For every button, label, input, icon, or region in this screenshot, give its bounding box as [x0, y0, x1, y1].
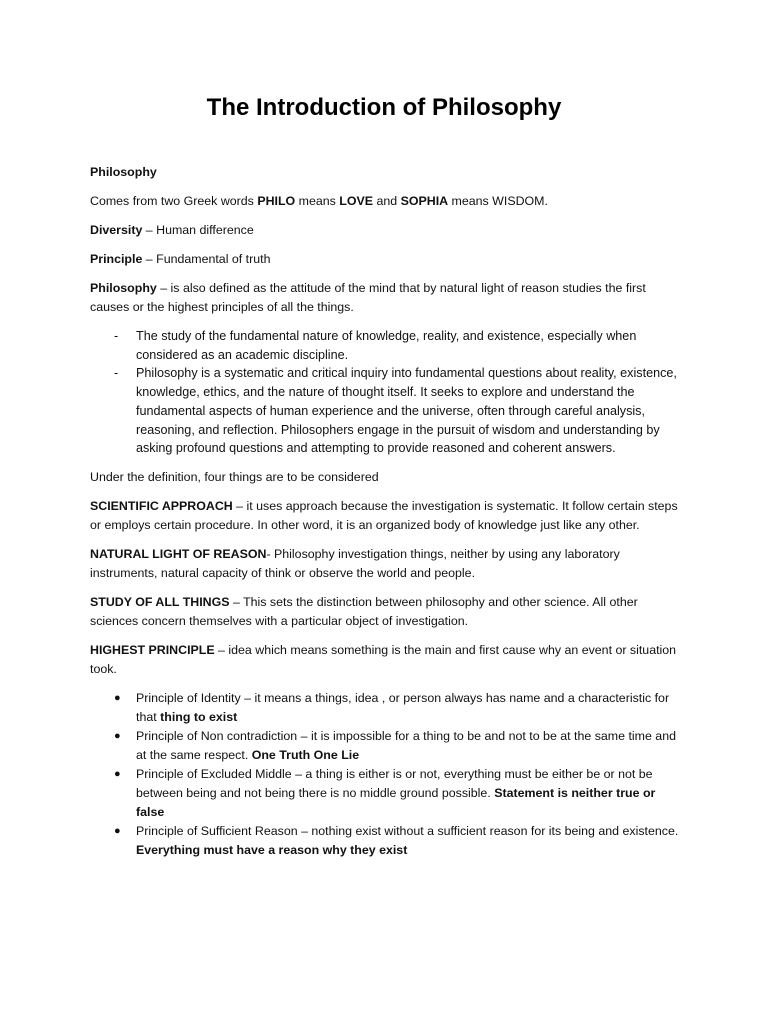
principle-term: Principle: [90, 252, 143, 266]
origin-text-4: means WISDOM.: [448, 194, 548, 208]
natural-def: - Philosophy investigation things, neither by using any laboratory instruments, natural capacity of think or observe the world and people.: [90, 546, 620, 580]
origin-sophia: SOPHIA: [400, 194, 449, 208]
principle-emphasis: thing to exist: [160, 709, 238, 724]
origin-text-1: Comes from two Greek words: [90, 194, 258, 208]
highest-principle-paragraph: [90, 641, 682, 679]
origin-paragraph: [90, 192, 682, 211]
principle-text: Principle of Sufficient Reason – nothing exist without a sufficient reason for its being and existence.: [136, 823, 679, 838]
origin-philo: PHILO: [257, 194, 296, 208]
principle-emphasis: Statement is neither true or false: [136, 785, 656, 819]
bullet-marker: ●: [114, 824, 121, 837]
principle-emphasis: One Truth One Lie: [251, 747, 360, 762]
study-term: STUDY OF ALL THINGS: [90, 594, 230, 609]
study-all-things-paragraph: [90, 593, 682, 631]
diversity-def: – Human difference: [142, 223, 254, 237]
principle-item: [90, 689, 682, 727]
document-title: The Introduction of Philosophy: [206, 94, 562, 121]
dash-item: [90, 364, 682, 458]
document-body: [90, 163, 682, 860]
principle-text: Principle of Identity – it means a things, idea , or person always has name and a characteristic for that: [136, 690, 670, 724]
natural-term: NATURAL LIGHT OF REASON: [90, 546, 267, 561]
principle-item: [90, 765, 682, 822]
principle-item: [90, 822, 682, 860]
philosophy-definition: [90, 279, 682, 317]
diversity-term: Diversity: [90, 223, 143, 237]
dash-marker: -: [114, 329, 119, 343]
philosophy-def: – is also defined as the attitude of the mind that by natural light of reason studies the first causes or the highest principles of all the things.: [90, 281, 646, 314]
principle-definition: [90, 250, 682, 269]
dash-item: [90, 327, 682, 364]
dash-item-text: Philosophy is a systematic and critical inquiry into fundamental questions about reality, existence, knowledge, ethics, and the nature of thought itself. It seeks to explore and understand the fundamental aspects of human experience and the universe, often through careful analysis, reasoning, and reflection. Philosophers engage in the pursuit of wisdom and understanding by asking profound questions and attempting to provide reasoned and coherent answers.: [136, 366, 677, 456]
study-def: – This sets the distinction between philosophy and other science. All other sciences concern themselves with a particular object of investigation.: [90, 594, 638, 628]
section-heading: [90, 163, 682, 182]
principle-def: – Fundamental of truth: [142, 252, 271, 266]
bullet-marker: ●: [114, 691, 121, 704]
under-definition-paragraph: Under the definition, four things are to be considered: [90, 469, 379, 484]
dash-item-text: The study of the fundamental nature of knowledge, reality, and existence, especially when considered as an academic discipline.: [136, 329, 637, 362]
origin-text-2: means: [295, 194, 340, 208]
natural-light-paragraph: [90, 545, 682, 583]
origin-love: LOVE: [339, 194, 374, 208]
dash-marker: -: [114, 366, 119, 381]
bullet-marker: ●: [114, 729, 121, 742]
highest-term: HIGHEST PRINCIPLE: [90, 642, 215, 657]
scientific-def: – it uses approach because the investigation is systematic. It follow certain steps or employs certain procedure. In other word, it is an organized body of knowledge just like any other.: [90, 498, 678, 532]
principle-emphasis: Everything must have a reason why they exist: [136, 842, 408, 857]
bullet-marker: ●: [114, 767, 121, 780]
principles-list: [90, 689, 682, 860]
diversity-definition: [90, 221, 682, 240]
principle-text: Principle of Excluded Middle – a thing is either is or not, everything must be either be or not be between being and not being there is no middle ground possible.: [136, 766, 653, 800]
dash-list: [90, 327, 682, 458]
scientific-term: SCIENTIFIC APPROACH: [90, 498, 233, 513]
philosophy-term: Philosophy: [90, 281, 157, 295]
heading-text: Philosophy: [90, 165, 157, 179]
principle-text: Principle of Non contradiction – it is impossible for a thing to be and not to be at the same time and at the same respect.: [136, 728, 676, 762]
scientific-approach-paragraph: [90, 497, 682, 535]
origin-text-3: and: [373, 194, 401, 208]
principle-item: [90, 727, 682, 765]
highest-def: – idea which means something is the main and first cause why an event or situation took.: [90, 642, 677, 676]
